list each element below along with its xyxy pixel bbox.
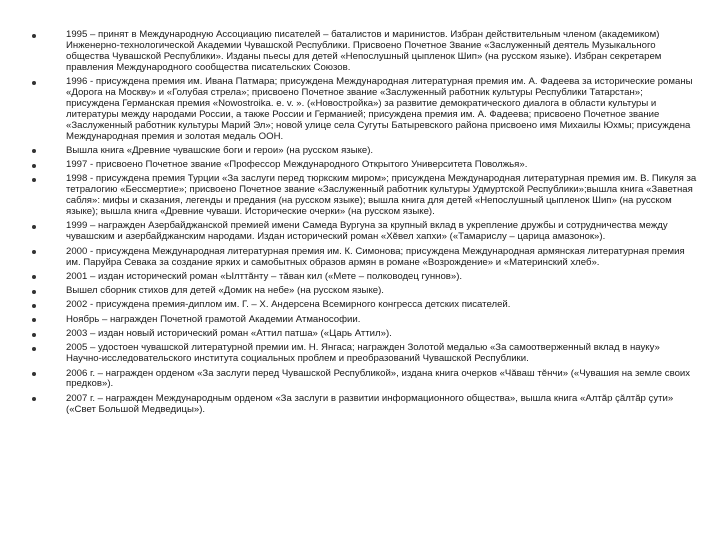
list-item xyxy=(66,77,698,142)
bullet-icon xyxy=(32,333,36,337)
list-item-text: Ноябрь – награжден Почетной грамотой Академии Атманософии. xyxy=(66,313,361,325)
list-item-text: 1998 - присуждена премия Турции «За заслуги перед тюркским миром»; присуждена Международная литературная премия им. В. Пикуля за тетралогию «Бессмертие»; присвоено Почетное звание «Заслуженный работник культуры Удмуртской Республики»;вышла книга «Заветная сабля»: мифы и сказания, легенды и предания (на русском языке); вышла книга для детей «Непослушный цыпленок Шип» (на русском языке); вышла книга «Древние чуваши. Исторические очерки» (на русском языке). xyxy=(66,173,697,218)
bullet-icon xyxy=(32,347,36,351)
list-item xyxy=(66,343,698,365)
bullet-icon xyxy=(32,81,36,85)
list-item xyxy=(66,300,698,311)
list-item xyxy=(66,286,698,297)
bullet-icon xyxy=(32,290,36,294)
bullet-icon xyxy=(32,178,36,182)
bullet-icon xyxy=(32,164,36,168)
bullet-icon xyxy=(32,225,36,229)
bullet-icon xyxy=(32,304,36,308)
list-item xyxy=(66,369,698,391)
bullet-icon xyxy=(32,275,36,279)
list-item xyxy=(66,272,698,283)
list-item xyxy=(66,329,698,340)
list-item-text: 2007 г. – награжден Международным орденом «За заслуги в развитии информационного общества», вышла книга «Алтăр çăлтăр çути» («Свет Большой Медведицы»). xyxy=(66,392,674,415)
list-item-text: Вышла книга «Древние чувашские боги и герои» (на русском языке). xyxy=(66,144,374,156)
list-item xyxy=(66,146,698,157)
list-item-text: 2003 – издан новый исторический роман «Аттил патша» («Царь Аттил»). xyxy=(66,328,392,340)
list-item-text: 2006 г. – награжден орденом «За заслуги перед Чувашской Республикой», издана книга очерков «Чăваш тĕнчи» («Чувашия на земле своих предков»). xyxy=(66,367,691,390)
list-item xyxy=(66,247,698,269)
list-item xyxy=(66,394,698,416)
list-item xyxy=(66,221,698,243)
list-item xyxy=(66,174,698,218)
bullet-icon xyxy=(32,149,36,153)
list-item-text: 1995 – принят в Международную Ассоциацию писателей – баталистов и маринистов. Избран действительным членом (академиком) Инженерно-технологической Академии Чувашской Республики. Присвоено Почетное Звание «Заслуженный деятель Музыкального общества Чувашской Республики». Изданы пьесы для детей «Непослушный цыпленок Шип» (на русском языке). Избран секретарем правления Международного сообщества писательских Союзов. xyxy=(66,29,662,73)
bullet-icon xyxy=(32,397,36,401)
bullet-icon xyxy=(32,372,36,376)
list-item-text: 2002 - присуждена премия-диплом им. Г. – Х. Андерсена Всемирного конгресса детских писателей. xyxy=(66,299,511,311)
bullet-icon xyxy=(32,34,36,38)
bullet-icon xyxy=(32,250,36,254)
list-item-text: 2000 - присуждена Международная литературная премия им. К. Симонова; присуждена Международная армянская литературная премия им. Паруйра Севака за создание ярких и самобытных образов армян в романе «Возрождение» и «Материнский хлеб». xyxy=(66,245,685,268)
list-item xyxy=(66,30,698,74)
list-item-text: Вышел сборник стихов для детей «Домик на небе» (на русском языке). xyxy=(66,285,384,297)
bullet-icon xyxy=(32,318,36,322)
list-item-text: 1997 - присвоено Почетное звание «Профессор Международного Открытого Университета Поволжья». xyxy=(66,159,528,171)
list-item-text: 1999 – награжден Азербайджанской премией имени Самеда Вургуна за крупный вклад в укрепление дружбы и сотрудничества между чувашским и азербайджанским народами. Издан исторический роман «Хĕвел хапхи» («Тамарислу – царица амазонок»). xyxy=(66,220,668,243)
list-item-text: 1996 - присуждена премия им. Ивана Патмара; присуждена Международная литературная премия им. А. Фадеева за исторические романы «Дорога на Москву» и «Голубая стрела»; присвоено Почетное звание «Заслуженный работник культуры Республики Татарстан»; присуждена Германская премия «Nowostroika. e. v. ». («Новостройка») за развитие демократического диалога в области культуры и литературы между народами России, а также России и Германией; присуждена премия им. А. Фадеева; присвоено Почетное звание «Заслуженный работник культуры Марий Эл»; новой улице села Сугуты Батыревского района присвоено имя Михаилы Юхмы; присуждена Международная премия и золотая медаль ООН. xyxy=(66,76,693,142)
list-item xyxy=(66,160,698,171)
list-item xyxy=(66,315,698,326)
list-item-text: 2001 – издан исторический роман «Ылттăнту – тăван кил («Мете – полководец гуннов»). xyxy=(66,270,463,282)
list-item-text: 2005 – удостоен чувашской литературной премии им. Н. Янгаса; награжден Золотой медалью «За самоотверженный вклад в науку» Научно-исследовательского института социальных проблем и преобразований Чувашской Республики. xyxy=(66,342,660,365)
